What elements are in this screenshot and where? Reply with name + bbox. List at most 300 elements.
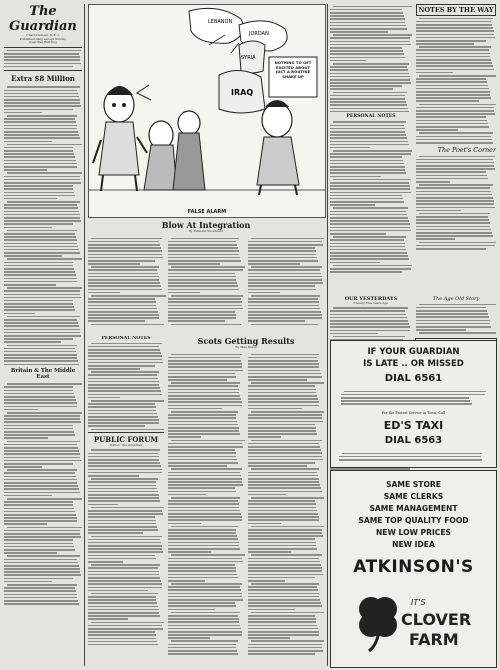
text-line xyxy=(419,46,491,48)
text-line xyxy=(341,394,485,396)
text-line xyxy=(416,129,458,131)
text-line xyxy=(4,587,75,589)
text-line xyxy=(416,329,466,331)
text-line xyxy=(416,203,494,205)
text-line xyxy=(4,338,73,340)
text-line xyxy=(416,210,461,212)
text-line xyxy=(416,116,486,118)
text-line xyxy=(416,107,494,109)
text-line xyxy=(88,394,162,396)
text-line xyxy=(248,599,320,601)
text-line xyxy=(88,599,156,601)
text-line xyxy=(4,574,81,576)
text-line xyxy=(416,171,486,173)
text-line xyxy=(416,120,487,122)
text-line xyxy=(416,123,488,125)
text-line xyxy=(168,615,238,617)
text-line xyxy=(4,460,81,462)
text-line xyxy=(330,79,410,81)
cartoon-label-lebanon: LEBANON xyxy=(208,19,233,25)
text-line xyxy=(88,555,155,557)
text-line xyxy=(4,603,79,605)
text-line xyxy=(88,539,160,541)
text-line xyxy=(248,317,322,319)
text-line xyxy=(248,298,318,300)
text-line xyxy=(330,243,405,245)
ad-atkinsons xyxy=(330,470,497,668)
text-line xyxy=(248,535,323,537)
text-line xyxy=(168,430,239,432)
text-line xyxy=(416,88,489,90)
text-line xyxy=(168,602,235,604)
text-line xyxy=(88,571,159,573)
text-line xyxy=(168,621,239,623)
text-line xyxy=(88,596,156,598)
text-line xyxy=(330,268,411,270)
text-line xyxy=(248,292,280,294)
text-line xyxy=(339,456,481,458)
poem-text xyxy=(416,156,496,250)
text-line xyxy=(251,612,324,614)
text-line xyxy=(7,316,80,318)
text-line xyxy=(168,523,201,525)
text-line xyxy=(251,554,322,556)
text-line xyxy=(168,250,239,252)
text-line xyxy=(171,238,239,240)
text-line xyxy=(88,317,159,319)
text-line xyxy=(4,207,78,209)
headline-our-yesterdays: OUR YESTERDAYS xyxy=(344,296,398,302)
text-line xyxy=(4,552,57,554)
text-line xyxy=(168,357,240,359)
text-line xyxy=(333,307,408,309)
text-line xyxy=(416,248,486,250)
text-line xyxy=(248,446,320,448)
text-line xyxy=(7,50,81,52)
text-line xyxy=(168,276,236,278)
text-line xyxy=(248,503,316,505)
text-line xyxy=(171,612,240,614)
our-yesterdays-sub: Twenty-Five Years Ago xyxy=(353,301,389,305)
text-line xyxy=(4,517,77,519)
headline-personal-notes-2: PERSONAL NOTES xyxy=(346,114,396,120)
text-line xyxy=(330,271,402,273)
text-line xyxy=(4,118,75,120)
text-line xyxy=(88,352,161,354)
text-line xyxy=(168,535,237,537)
article-text xyxy=(88,449,164,645)
text-line xyxy=(4,56,80,58)
text-line xyxy=(168,538,238,540)
article-text xyxy=(168,236,244,325)
text-line xyxy=(248,465,307,467)
clover-farm-logo xyxy=(349,587,477,655)
article-scots xyxy=(168,336,324,666)
text-line xyxy=(168,516,242,518)
text-line xyxy=(88,311,158,313)
text-line xyxy=(88,580,161,582)
text-line xyxy=(168,424,238,426)
text-line xyxy=(4,406,77,408)
text-line xyxy=(248,389,316,391)
text-line xyxy=(248,538,315,540)
text-line xyxy=(88,384,159,386)
text-line xyxy=(4,109,73,111)
text-line xyxy=(168,273,235,275)
text-line xyxy=(333,6,412,8)
text-line xyxy=(4,309,75,311)
text-line xyxy=(330,147,370,149)
text-line xyxy=(248,478,319,480)
text-line xyxy=(248,516,319,518)
text-line xyxy=(91,593,158,595)
text-line xyxy=(4,125,77,127)
text-line xyxy=(88,308,157,310)
article-text xyxy=(168,352,244,655)
text-line xyxy=(248,580,285,582)
text-line xyxy=(251,238,324,240)
text-line xyxy=(168,311,235,313)
text-line xyxy=(4,415,80,417)
text-line xyxy=(88,513,163,515)
text-line xyxy=(416,91,490,93)
text-line xyxy=(4,354,77,356)
text-line xyxy=(4,549,75,551)
text-line xyxy=(248,628,318,630)
text-line xyxy=(248,609,295,611)
ad-late-text xyxy=(341,389,486,405)
text-line xyxy=(330,95,405,97)
text-line xyxy=(4,530,80,532)
text-line xyxy=(330,22,405,24)
text-line xyxy=(248,254,316,256)
text-line xyxy=(330,310,405,312)
text-line xyxy=(416,313,488,315)
text-line xyxy=(416,113,495,115)
text-line xyxy=(7,527,82,529)
text-line xyxy=(168,392,239,394)
text-line xyxy=(88,289,162,291)
text-line xyxy=(248,408,302,410)
text-line xyxy=(88,641,157,643)
text-line xyxy=(88,422,159,424)
text-line xyxy=(248,357,317,359)
article-text xyxy=(330,6,412,113)
text-line xyxy=(88,644,158,646)
text-line xyxy=(4,450,79,452)
text-line xyxy=(330,176,381,178)
text-line xyxy=(168,282,237,284)
text-line xyxy=(416,100,479,102)
column-1 xyxy=(4,4,82,668)
text-line xyxy=(248,443,319,445)
text-line xyxy=(416,49,489,51)
text-line xyxy=(333,336,405,338)
text-line xyxy=(4,227,52,229)
text-line xyxy=(171,640,238,642)
text-line xyxy=(416,316,489,318)
text-line xyxy=(248,625,317,627)
text-line xyxy=(4,600,78,602)
text-line xyxy=(248,558,319,560)
text-line xyxy=(4,102,80,104)
text-line xyxy=(88,241,159,243)
text-line xyxy=(168,586,240,588)
text-line xyxy=(7,469,77,471)
text-line xyxy=(91,238,162,240)
text-line xyxy=(4,166,77,168)
text-line xyxy=(4,294,80,296)
text-line xyxy=(4,236,76,238)
text-line xyxy=(416,194,492,196)
text-line xyxy=(416,34,494,36)
text-line xyxy=(7,144,82,146)
text-line xyxy=(416,30,494,32)
text-line xyxy=(248,574,323,576)
text-line xyxy=(168,269,243,271)
text-line xyxy=(330,201,404,203)
text-line xyxy=(4,150,73,152)
text-line xyxy=(4,476,76,478)
text-line xyxy=(4,520,77,522)
text-line xyxy=(171,526,238,528)
text-line xyxy=(91,429,164,431)
text-line xyxy=(248,529,322,531)
text-line xyxy=(419,213,490,215)
text-line xyxy=(4,597,77,599)
text-line xyxy=(88,510,162,512)
text-line xyxy=(330,185,410,187)
headline-personal-notes: PERSONAL NOTES xyxy=(101,336,151,341)
text-line xyxy=(416,69,494,71)
text-line xyxy=(4,523,47,525)
text-line xyxy=(4,501,73,503)
text-line xyxy=(248,577,315,579)
text-line xyxy=(248,263,300,265)
text-line xyxy=(248,561,320,563)
article-blow-at-integration xyxy=(88,220,324,332)
text-line xyxy=(4,141,52,143)
text-line xyxy=(248,276,322,278)
text-line xyxy=(251,526,324,528)
text-line xyxy=(4,223,73,225)
text-line xyxy=(416,159,493,161)
text-line xyxy=(330,323,409,325)
text-line xyxy=(248,244,323,246)
text-line xyxy=(4,252,80,254)
text-line xyxy=(4,319,77,321)
text-line xyxy=(330,88,393,90)
masthead-meta-line: Guardian Building xyxy=(29,40,57,45)
masthead-fine-print xyxy=(4,50,82,68)
editorial-cartoon xyxy=(88,4,326,218)
text-line xyxy=(248,379,307,381)
text-line xyxy=(330,258,409,260)
text-line xyxy=(91,622,164,624)
text-line xyxy=(168,436,201,438)
text-line xyxy=(248,634,319,636)
text-line xyxy=(4,137,80,139)
text-line xyxy=(168,570,236,572)
text-line xyxy=(330,239,404,241)
text-line xyxy=(168,577,238,579)
text-line xyxy=(248,395,317,397)
text-line xyxy=(248,301,319,303)
text-line xyxy=(4,233,75,235)
text-line xyxy=(330,333,378,335)
poets-corner-title: The Poet's Corner xyxy=(437,145,496,154)
text-line xyxy=(168,320,225,322)
text-line xyxy=(4,479,77,481)
ad-line: SAME CLERKS xyxy=(383,492,444,501)
text-line xyxy=(7,287,82,289)
text-line xyxy=(248,279,322,281)
text-line xyxy=(4,581,52,583)
text-line xyxy=(4,536,81,538)
text-line xyxy=(4,204,77,206)
text-line xyxy=(330,172,406,174)
text-line xyxy=(88,615,160,617)
text-line xyxy=(88,612,159,614)
text-line xyxy=(248,481,319,483)
text-line xyxy=(88,561,123,563)
text-line xyxy=(168,631,242,633)
text-line xyxy=(168,593,242,595)
text-line xyxy=(416,94,490,96)
text-line xyxy=(416,320,490,322)
text-line xyxy=(168,446,243,448)
text-line xyxy=(330,195,402,197)
text-line xyxy=(248,376,322,378)
text-line xyxy=(168,491,236,493)
text-line xyxy=(330,108,408,110)
text-line xyxy=(4,290,80,292)
text-line xyxy=(248,247,315,249)
text-line xyxy=(168,545,239,547)
text-line xyxy=(248,289,316,291)
text-line xyxy=(330,69,408,71)
text-line xyxy=(88,469,162,471)
text-line xyxy=(88,590,148,592)
column-5 xyxy=(330,4,412,294)
text-line xyxy=(7,172,82,174)
text-line xyxy=(88,634,156,636)
article-text xyxy=(88,343,164,431)
text-line xyxy=(168,625,240,627)
text-line xyxy=(248,519,319,521)
text-line xyxy=(88,488,157,490)
text-line xyxy=(7,115,77,117)
text-line xyxy=(88,602,157,604)
clover-name-2: FARM xyxy=(409,630,459,649)
text-line xyxy=(248,605,322,607)
text-line xyxy=(248,586,317,588)
text-line xyxy=(248,311,321,313)
text-line xyxy=(330,192,411,194)
text-line xyxy=(416,187,490,189)
text-line xyxy=(416,62,492,64)
text-line xyxy=(168,558,242,560)
text-line xyxy=(330,320,408,322)
headline-public-forum: PUBLIC FORUM xyxy=(93,435,159,445)
text-line xyxy=(88,526,157,528)
text-line xyxy=(248,392,316,394)
text-line xyxy=(4,402,77,404)
text-line xyxy=(4,463,73,465)
text-line xyxy=(4,357,77,359)
text-line xyxy=(330,53,404,55)
text-line xyxy=(416,219,489,221)
text-line xyxy=(416,229,491,231)
text-line xyxy=(171,440,245,442)
cartoon-figure-left xyxy=(93,86,147,191)
text-line xyxy=(330,227,410,229)
text-line xyxy=(168,513,241,515)
headline-scots-getting-results: Scots Getting Results xyxy=(197,336,295,346)
text-line xyxy=(330,47,402,49)
text-line xyxy=(248,621,316,623)
text-line xyxy=(7,383,82,385)
cartoon-drawing xyxy=(89,5,325,205)
text-line xyxy=(248,314,322,316)
text-line xyxy=(88,359,162,361)
text-line xyxy=(88,485,156,487)
text-line xyxy=(416,323,490,325)
text-line xyxy=(330,85,402,87)
masthead-title: The Guardian xyxy=(9,4,77,34)
text-line xyxy=(88,529,158,531)
text-line xyxy=(4,96,79,98)
editorial-body-2 xyxy=(4,383,82,605)
text-line xyxy=(416,235,493,237)
text-line xyxy=(330,101,406,103)
text-line xyxy=(4,488,79,490)
text-line xyxy=(168,481,242,483)
text-line xyxy=(416,162,494,164)
text-line xyxy=(330,57,405,59)
clover-name-1: CLOVER xyxy=(401,610,472,629)
cartoon-label-syria: SYRIA xyxy=(241,55,256,61)
text-line xyxy=(416,65,493,67)
text-line xyxy=(248,360,318,362)
text-line xyxy=(416,191,491,193)
text-line xyxy=(330,131,405,133)
text-line xyxy=(248,618,316,620)
text-line xyxy=(4,220,81,222)
article-text xyxy=(248,352,324,655)
text-line xyxy=(419,104,496,106)
text-line xyxy=(4,105,81,107)
text-line xyxy=(168,459,237,461)
text-line xyxy=(416,232,492,234)
text-line xyxy=(251,440,322,442)
text-line xyxy=(168,376,236,378)
editorial-headline-extra-million: Extra $8 Million xyxy=(11,74,75,84)
text-line xyxy=(416,207,495,209)
text-line xyxy=(330,15,404,17)
text-line xyxy=(248,241,322,243)
text-line xyxy=(4,265,73,267)
text-line xyxy=(171,382,240,384)
text-line xyxy=(168,484,243,486)
text-line xyxy=(4,90,77,92)
text-line xyxy=(4,176,80,178)
text-line xyxy=(4,399,76,401)
text-line xyxy=(248,260,318,262)
text-line xyxy=(171,497,240,499)
text-line xyxy=(88,410,156,412)
text-line xyxy=(168,650,237,652)
